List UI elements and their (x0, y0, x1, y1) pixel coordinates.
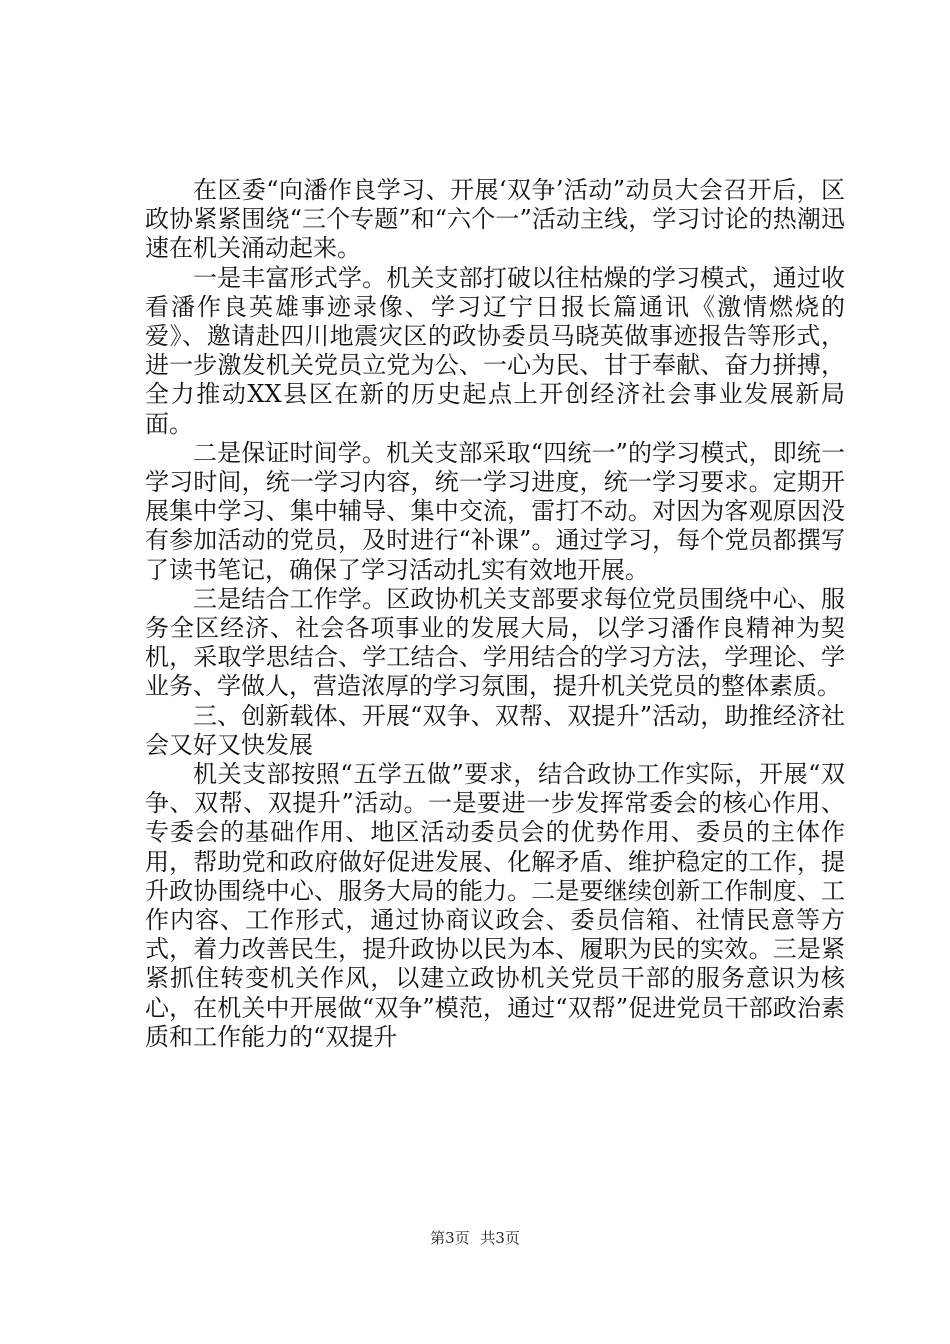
document-body (145, 176, 845, 1052)
section-heading-3: 三、创新载体、开展“双争、双帮、双提升”活动，助推经济社会又好又快发展 (145, 701, 845, 759)
paragraph-intro: 在区委“向潘作良学习、开展‘双争’活动”动员大会召开后，区政协紧紧围绕“三个专题”和“六个一”活动主线，学习讨论的热潮迅速在机关涌动起来。 (145, 176, 845, 263)
paragraph-point-2: 二是保证时间学。机关支部采取“四统一”的学习模式，即统一学习时间，统一学习内容，统一学习进度，统一学习要求。定期开展集中学习、集中辅导、集中交流，雷打不动。对因为客观原因没有参加活动的党员，及时进行“补课”。通过学习，每个党员都撰写了读书笔记，确保了学习活动扎实有效地开展。 (145, 438, 845, 584)
paragraph-point-3: 三是结合工作学。区政协机关支部要求每位党员围绕中心、服务全区经济、社会各项事业的发展大局，以学习潘作良精神为契机，采取学思结合、学工结合、学用结合的学习方法，学理论、学业务、学做人，营造浓厚的学习氛围，提升机关党员的整体素质。 (145, 584, 845, 701)
paragraph-section-3-body: 机关支部按照“五学五做”要求，结合政协工作实际，开展“双争、双帮、双提升”活动。一是要进一步发挥常委会的核心作用、专委会的基础作用、地区活动委员会的优势作用、委员的主体作用，帮助党和政府做好促进发展、化解矛盾、维护稳定的工作，提升政协围绕中心、服务大局的能力。二是要继续创新工作制度、工作内容、工作形式，通过协商议政会、委员信箱、社情民意等方式，着力改善民生，提升政协以民为本、履职为民的实效。三是紧紧抓住转变机关作风，以建立政协机关党员干部的服务意识为核心，在机关中开展做“双争”模范，通过“双帮”促进党员干部政治素质和工作能力的“双提升 (145, 760, 845, 1051)
page-number: 第3页 (430, 1229, 470, 1247)
page-total: 共3页 (480, 1229, 520, 1247)
page-footer (0, 1227, 950, 1248)
paragraph-point-1: 一是丰富形式学。机关支部打破以往枯燥的学习模式，通过收看潘作良英雄事迹录像、学习辽宁日报长篇通讯《激情燃烧的爱》、邀请赴四川地震灾区的政协委员马晓英做事迹报告等形式，进一步激发机关党员立党为公、一心为民、甘于奉献、奋力拼搏，全力推动XX县区在新的历史起点上开创经济社会事业发展新局面。 (145, 263, 845, 438)
